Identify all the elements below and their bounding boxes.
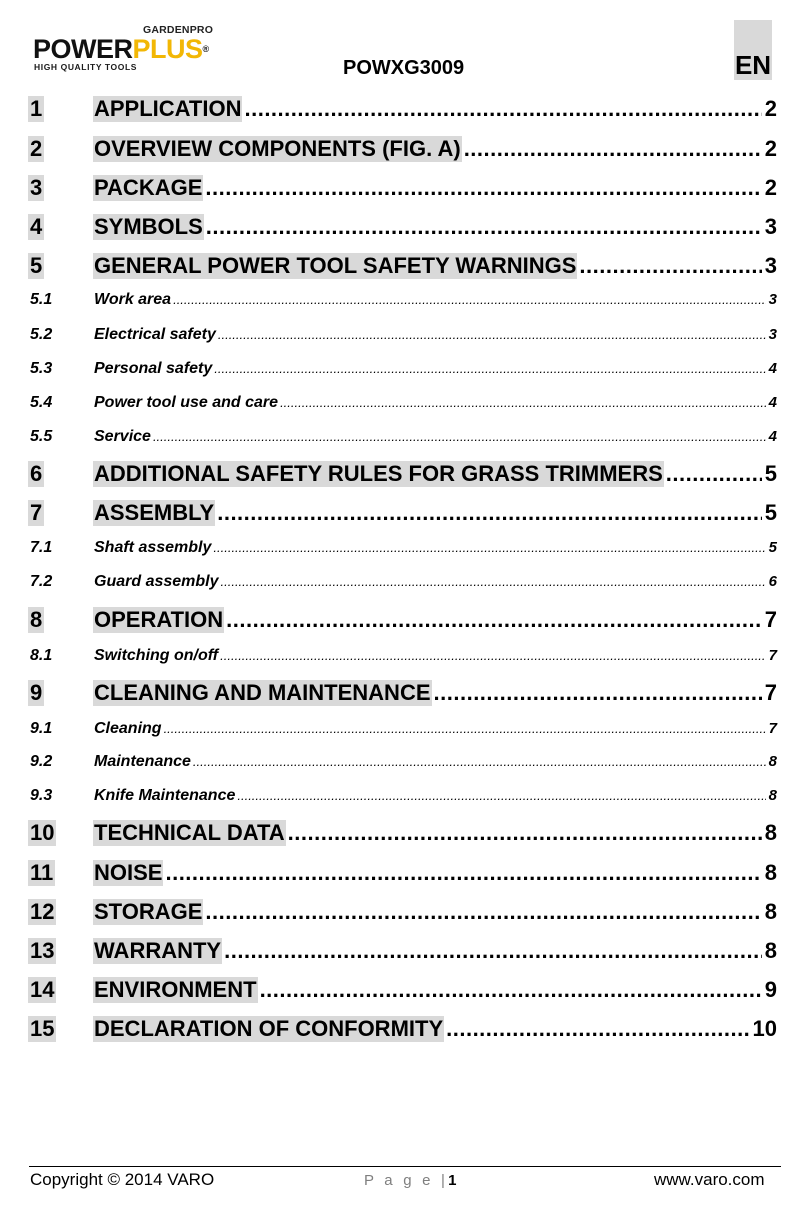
toc-entry-page: 4 xyxy=(768,394,777,411)
toc-entry-number: 6 xyxy=(30,461,43,486)
toc-entry-title: GENERAL POWER TOOL SAFETY WARNINGS xyxy=(94,253,577,278)
toc-entry-number: 2 xyxy=(30,136,43,161)
toc-entry-number: 5.4 xyxy=(30,394,53,411)
toc-entry-number: 7.2 xyxy=(30,573,53,590)
toc-dot-leader xyxy=(434,680,762,706)
toc-entry-title: WARRANTY xyxy=(94,938,222,963)
toc-entry-page: 9 xyxy=(764,977,777,1002)
toc-entry-title: ENVIRONMENT xyxy=(94,977,257,1002)
toc-dot-leader xyxy=(260,977,762,1003)
toc-entry[interactable] xyxy=(0,820,808,850)
toc-entry-line xyxy=(94,253,777,279)
toc-entry-title: Shaft assembly xyxy=(94,539,212,556)
toc-entry-page: 5 xyxy=(764,500,777,525)
toc-entry-line xyxy=(94,752,777,772)
toc-entry-number: 1 xyxy=(30,96,43,121)
toc-entry[interactable] xyxy=(0,977,808,1007)
toc-entry-line xyxy=(94,290,777,310)
toc-entry[interactable] xyxy=(0,500,808,530)
toc-entry-line xyxy=(94,393,777,413)
toc-entry-number: 4 xyxy=(30,214,43,239)
toc-entry-title: Personal safety xyxy=(94,360,213,377)
toc-entry[interactable] xyxy=(0,538,808,568)
toc-entry-page: 4 xyxy=(768,360,777,377)
toc-entry[interactable] xyxy=(0,290,808,320)
toc-entry-title: OPERATION xyxy=(94,607,224,632)
toc-entry-title: NOISE xyxy=(94,860,163,885)
toc-dot-leader xyxy=(288,820,762,846)
toc-entry-page: 3 xyxy=(764,214,777,239)
toc-dot-leader xyxy=(214,359,765,379)
toc-entry-title: Power tool use and care xyxy=(94,394,279,411)
toc-entry[interactable] xyxy=(0,607,808,637)
toc-entry-page: 8 xyxy=(768,787,777,804)
toc-entry[interactable] xyxy=(0,572,808,602)
toc-entry[interactable] xyxy=(0,253,808,283)
toc-entry-line xyxy=(94,538,777,558)
toc-entry[interactable] xyxy=(0,461,808,491)
toc-entry-number: 9.3 xyxy=(30,787,53,804)
toc-dot-leader xyxy=(280,393,766,413)
toc-entry-title: SYMBOLS xyxy=(94,214,203,239)
toc-entry[interactable] xyxy=(0,938,808,968)
toc-entry-line xyxy=(94,607,777,633)
toc-entry-title: Work area xyxy=(94,291,172,308)
toc-entry-number: 7 xyxy=(30,500,43,525)
toc-entry-number: 3 xyxy=(30,175,43,200)
toc-entry-line xyxy=(94,572,777,592)
toc-entry[interactable] xyxy=(0,325,808,355)
toc-dot-leader xyxy=(224,938,762,964)
brand-logo xyxy=(33,24,228,70)
toc-entry[interactable] xyxy=(0,427,808,457)
toc-entry-page: 6 xyxy=(768,573,777,590)
toc-entry[interactable] xyxy=(0,646,808,676)
toc-entry-page: 8 xyxy=(764,860,777,885)
toc-entry-number: 5.5 xyxy=(30,428,53,445)
toc-entry[interactable] xyxy=(0,136,808,166)
toc-entry-title: PACKAGE xyxy=(94,175,203,200)
toc-entry-title: OVERVIEW COMPONENTS (FIG. A) xyxy=(94,136,461,161)
logo-tagline: HIGH QUALITY TOOLS xyxy=(34,62,138,72)
toc-entry-number: 9.1 xyxy=(30,720,53,737)
toc-entry-title: Guard assembly xyxy=(94,573,219,590)
toc-entry-number: 9.2 xyxy=(30,753,53,770)
toc-dot-leader xyxy=(165,860,761,886)
toc-entry-line xyxy=(94,786,777,806)
toc-entry-title: Knife Maintenance xyxy=(94,787,236,804)
footer-page-indicator xyxy=(364,1172,456,1189)
toc-entry-number: 9 xyxy=(30,680,43,705)
toc-dot-leader xyxy=(164,719,766,739)
toc-entry-page: 8 xyxy=(764,820,777,845)
toc-entry[interactable] xyxy=(0,860,808,890)
toc-entry-number: 5.1 xyxy=(30,291,53,308)
logo-sup-text: GARDENPRO xyxy=(143,24,214,36)
toc-entry-line xyxy=(94,96,777,122)
toc-entry-page: 7 xyxy=(764,607,777,632)
toc-entry[interactable] xyxy=(0,1016,808,1046)
toc-entry-line xyxy=(94,820,777,846)
toc-entry[interactable] xyxy=(0,719,808,749)
toc-entry-page: 10 xyxy=(752,1016,777,1041)
toc-entry[interactable] xyxy=(0,899,808,929)
language-code: EN xyxy=(734,50,772,80)
model-number: POWXG3009 xyxy=(343,57,465,79)
toc-dot-leader xyxy=(205,899,761,925)
toc-entry-title: STORAGE xyxy=(94,899,203,924)
toc-entry-number: 12 xyxy=(30,899,55,924)
toc-entry-line xyxy=(94,325,777,345)
toc-entry-line xyxy=(94,136,777,162)
toc-entry-line xyxy=(94,1016,777,1042)
toc-entry-title: ASSEMBLY xyxy=(94,500,215,525)
toc-entry-page: 3 xyxy=(768,326,777,343)
toc-dot-leader xyxy=(218,325,766,345)
toc-dot-leader xyxy=(464,136,762,162)
toc-entry-number: 15 xyxy=(30,1016,55,1041)
language-tab xyxy=(734,20,772,80)
footer-website: www.varo.com xyxy=(654,1170,765,1189)
toc-entry-page: 7 xyxy=(764,680,777,705)
footer-divider xyxy=(29,1166,781,1167)
footer-page-label: P a g e | xyxy=(364,1172,449,1189)
toc-entry-line xyxy=(94,646,777,666)
toc-entry[interactable] xyxy=(0,680,808,710)
toc-entry-title: APPLICATION xyxy=(94,96,242,121)
toc-entry-line xyxy=(94,214,777,240)
toc-entry-title: Cleaning xyxy=(94,720,162,737)
toc-dot-leader xyxy=(173,290,766,310)
toc-entry-line xyxy=(94,719,777,739)
toc-entry-number: 13 xyxy=(30,938,55,963)
toc-entry-number: 5.3 xyxy=(30,360,53,377)
logo-registered-mark: ® xyxy=(202,44,209,54)
toc-entry-page: 8 xyxy=(764,899,777,924)
toc-entry-line xyxy=(94,860,777,886)
toc-dot-leader xyxy=(579,253,761,279)
footer-page-number: 1 xyxy=(448,1172,457,1189)
toc-entry-page: 7 xyxy=(768,720,777,737)
toc-entry-title: DECLARATION OF CONFORMITY xyxy=(94,1016,444,1041)
toc-entry-page: 7 xyxy=(768,647,777,664)
toc-dot-leader xyxy=(237,786,765,806)
logo-wordmark xyxy=(33,34,209,64)
toc-entry-page: 4 xyxy=(768,428,777,445)
logo-word-plus: PLUS xyxy=(132,34,203,64)
toc-dot-leader xyxy=(153,427,766,447)
toc-entry-number: 5 xyxy=(30,253,43,278)
toc-entry-page: 5 xyxy=(768,539,777,556)
toc-dot-leader xyxy=(193,752,766,772)
toc-dot-leader xyxy=(221,572,766,592)
toc-dot-leader xyxy=(220,646,766,666)
toc-entry-line xyxy=(94,899,777,925)
toc-entry-number: 8 xyxy=(30,607,43,632)
toc-entry-number: 7.1 xyxy=(30,539,53,556)
toc-entry-page: 2 xyxy=(764,96,777,121)
toc-entry-page: 2 xyxy=(764,136,777,161)
toc-entry[interactable] xyxy=(0,752,808,782)
toc-entry-page: 2 xyxy=(764,175,777,200)
toc-entry-line xyxy=(94,359,777,379)
toc-dot-leader xyxy=(226,607,762,633)
toc-dot-leader xyxy=(206,214,762,240)
toc-entry-line xyxy=(94,938,777,964)
toc-entry-page: 8 xyxy=(764,938,777,963)
toc-entry-title: CLEANING AND MAINTENANCE xyxy=(94,680,431,705)
toc-entry-number: 10 xyxy=(30,820,55,845)
toc-entry-title: ADDITIONAL SAFETY RULES FOR GRASS TRIMMERS xyxy=(94,461,663,486)
footer-copyright: Copyright © 2014 VARO xyxy=(30,1170,215,1189)
toc-entry[interactable] xyxy=(0,175,808,205)
toc-entry-number: 5.2 xyxy=(30,326,53,343)
toc-dot-leader xyxy=(213,538,765,558)
toc-entry-title: Switching on/off xyxy=(94,647,219,664)
toc-entry-title: Maintenance xyxy=(94,753,191,770)
toc-entry-number: 8.1 xyxy=(30,647,53,664)
toc-entry[interactable] xyxy=(0,359,808,389)
toc-entry-line xyxy=(94,175,777,201)
toc-entry-line xyxy=(94,427,777,447)
toc-entry-title: TECHNICAL DATA xyxy=(94,820,285,845)
toc-dot-leader xyxy=(666,461,762,487)
toc-entry-number: 11 xyxy=(30,860,54,885)
toc-entry-page: 3 xyxy=(764,253,777,278)
toc-entry[interactable] xyxy=(0,786,808,816)
toc-entry-title: Electrical safety xyxy=(94,326,216,343)
toc-entry[interactable] xyxy=(0,96,808,126)
toc-entry-page: 5 xyxy=(764,461,777,486)
toc-entry[interactable] xyxy=(0,214,808,244)
toc-entry-title: Service xyxy=(94,428,151,445)
toc-entry-line xyxy=(94,500,777,526)
toc-dot-leader xyxy=(446,1016,749,1042)
toc-entry-line xyxy=(94,461,777,487)
toc-entry-line xyxy=(94,680,777,706)
toc-entry-page: 3 xyxy=(768,291,777,308)
toc-entry-line xyxy=(94,977,777,1003)
toc-dot-leader xyxy=(205,175,761,201)
logo-word-power: POWER xyxy=(33,34,133,64)
toc-entry-page: 8 xyxy=(768,753,777,770)
toc-dot-leader xyxy=(244,96,761,122)
toc-entry-number: 14 xyxy=(30,977,55,1002)
toc-dot-leader xyxy=(217,500,762,526)
toc-entry[interactable] xyxy=(0,393,808,423)
